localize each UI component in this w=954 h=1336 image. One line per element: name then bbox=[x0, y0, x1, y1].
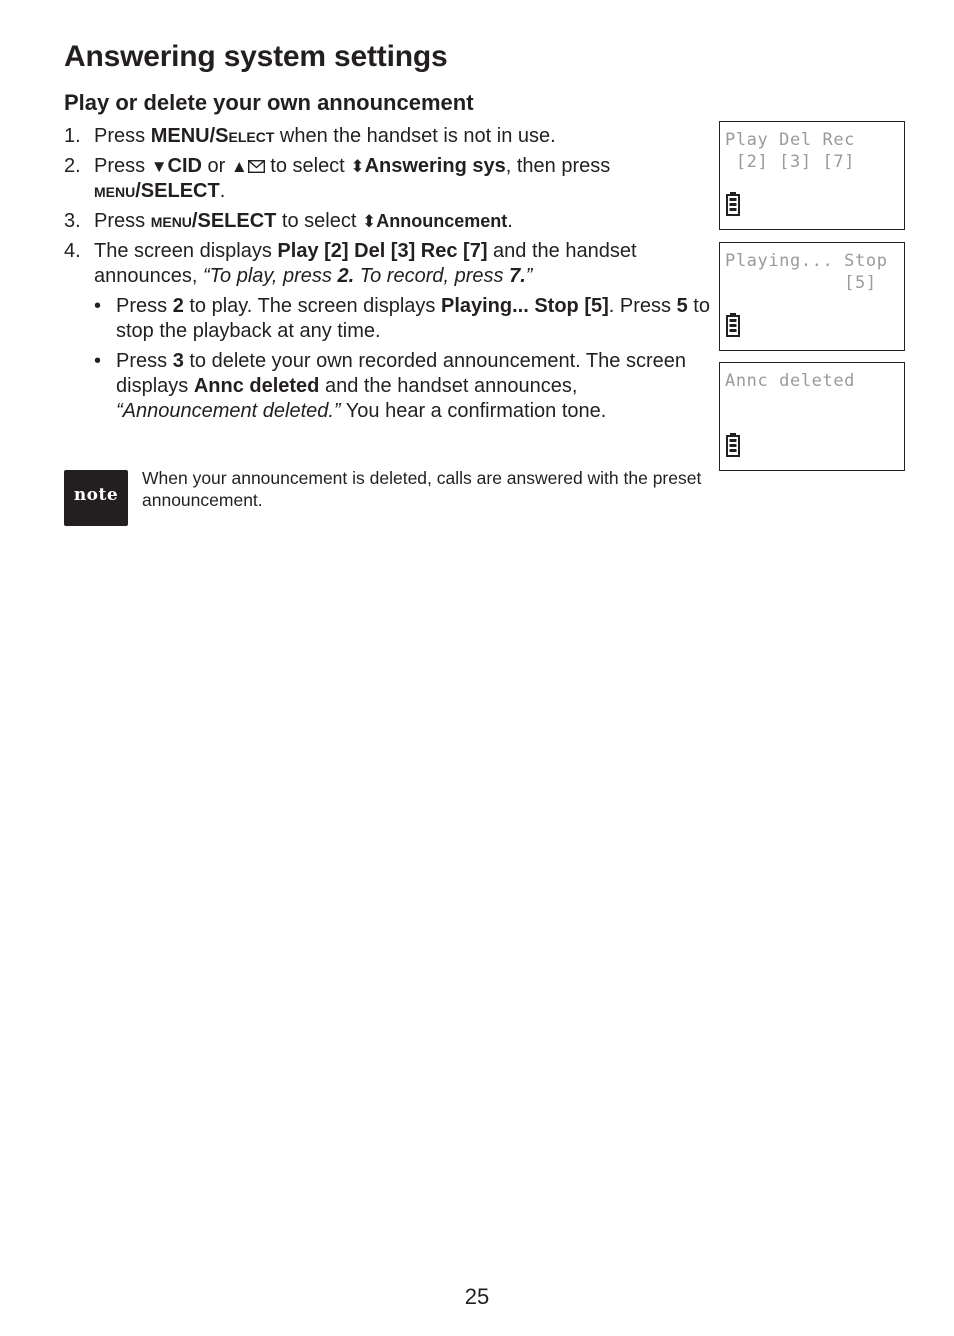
key-menu: menu bbox=[150, 210, 192, 232]
bullet-text: . Press bbox=[608, 295, 677, 317]
battery-icon bbox=[726, 313, 740, 337]
bullet-text: Press bbox=[116, 350, 173, 372]
step-1 bbox=[64, 124, 712, 149]
up-arrow-icon: ▲ bbox=[230, 157, 248, 176]
announcement-quote: ” bbox=[525, 265, 533, 287]
screen-line-1: Annc deleted bbox=[725, 371, 856, 391]
bullet-play bbox=[94, 294, 712, 344]
bullet-text: You hear a confirmation tone. bbox=[340, 400, 607, 422]
bullet-dot: • bbox=[94, 295, 102, 317]
menu-option-announcement: Announcement bbox=[376, 211, 508, 231]
instruction-list bbox=[64, 124, 712, 429]
announcement-quote: “To play, press bbox=[202, 265, 338, 287]
section-title: Play or delete your own announcement bbox=[64, 90, 474, 115]
step-number: 2. bbox=[64, 155, 81, 177]
step-number: 1. bbox=[64, 125, 81, 147]
key-menu: MENU/ bbox=[150, 125, 216, 147]
step-text: and the handset announces, bbox=[94, 240, 637, 287]
step-text: . bbox=[507, 210, 513, 232]
note-text: When your announcement is deleted, calls are answered with the preset announcement. bbox=[142, 468, 702, 510]
step-text: when the handset is not in use. bbox=[274, 125, 556, 147]
page-title: Answering system settings bbox=[64, 40, 448, 73]
key-menu: menu bbox=[94, 180, 136, 202]
screen-line-1: Playing... Stop bbox=[725, 251, 888, 271]
announcement-quote: To record, press bbox=[354, 265, 510, 287]
announcement-quote: “Announcement deleted.” bbox=[116, 400, 341, 422]
handset-screen-play-del-rec bbox=[719, 121, 905, 230]
step-text: The screen displays bbox=[94, 240, 278, 262]
page-number: 25 bbox=[464, 1284, 490, 1309]
key-2: 2. bbox=[337, 265, 355, 287]
key-3: 3 bbox=[172, 350, 184, 372]
bullet-text: to play. The screen displays bbox=[183, 295, 441, 317]
step-text: Press bbox=[94, 155, 151, 177]
key-cid: CID bbox=[167, 155, 202, 177]
bullet-text: Press bbox=[116, 295, 173, 317]
up-down-arrow-icon: ⬍ bbox=[361, 212, 377, 231]
key-2: 2 bbox=[172, 295, 184, 317]
handset-screen-playing bbox=[719, 242, 905, 351]
step-2 bbox=[64, 154, 712, 204]
step-text: Press bbox=[94, 125, 151, 147]
screen-text: Playing... Stop [5] bbox=[440, 295, 609, 317]
step-text: to select bbox=[264, 155, 351, 177]
bullet-text: to stop the playback at any time. bbox=[116, 295, 710, 342]
key-select: /SELECT bbox=[135, 180, 220, 202]
envelope-icon bbox=[248, 160, 265, 173]
step-text: Press bbox=[94, 210, 151, 232]
step-number: 4. bbox=[64, 240, 81, 262]
key-5: 5 bbox=[676, 295, 688, 317]
down-arrow-icon: ▼ bbox=[150, 157, 168, 176]
step-text: or bbox=[201, 155, 231, 177]
bullet-text: to delete your own recorded announcement. The screen displays bbox=[116, 350, 686, 397]
step-4 bbox=[64, 239, 712, 424]
step-text: to select bbox=[276, 210, 362, 232]
bullet-delete bbox=[94, 349, 712, 424]
screen-line-2: [2] [3] [7] bbox=[725, 152, 856, 172]
handset-screen-annc-deleted bbox=[719, 362, 905, 471]
bullet-text: and the handset announces, bbox=[319, 375, 578, 397]
screen-text: Play [2] Del [3] Rec [7] bbox=[277, 240, 488, 262]
battery-icon bbox=[726, 192, 740, 216]
step-text: , then press bbox=[505, 155, 611, 177]
screen-line-2: [5] bbox=[725, 273, 877, 293]
key-7: 7. bbox=[509, 265, 526, 287]
screen-line-1: Play Del Rec bbox=[725, 130, 856, 150]
step-number: 3. bbox=[64, 210, 81, 232]
step-3 bbox=[64, 209, 712, 234]
up-down-arrow-icon: ⬍ bbox=[350, 157, 365, 176]
menu-option-answering-sys: Answering sys bbox=[364, 155, 506, 177]
screen-text: Annc deleted bbox=[193, 375, 320, 397]
key-select: Select bbox=[215, 125, 275, 147]
step-text: . bbox=[219, 180, 226, 202]
key-select: /SELECT bbox=[191, 210, 277, 232]
note-icon bbox=[64, 470, 128, 526]
battery-icon bbox=[726, 433, 740, 457]
note-label: note bbox=[73, 485, 119, 505]
bullet-dot: • bbox=[94, 350, 102, 372]
